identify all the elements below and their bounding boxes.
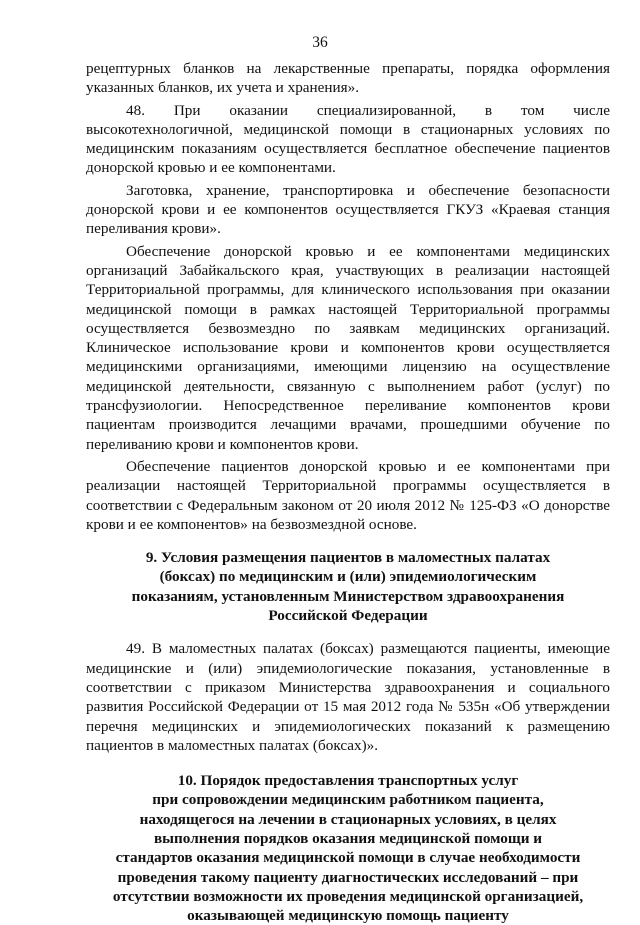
section-10-heading-line: отсутствии возможности их проведения медицинской организацией,: [112, 887, 584, 905]
section-10-heading-line: при сопровождении медицинским работником пациента,: [152, 791, 544, 809]
section-9-heading-line: показаниям, установленным Министерством здравоохранения: [131, 587, 565, 605]
section-10-heading: [86, 771, 610, 925]
section-10-heading-line: оказывающей медицинскую помощь пациенту: [187, 907, 509, 925]
section-10-heading-line: 10. Порядок предоставления транспортных услуг: [177, 772, 519, 790]
section-9-heading: [86, 548, 610, 625]
paragraph-blood-provision: Обеспечение пациентов донорской кровью и ее компонентами при реализации настоящей Территориальной программы осуществляется в соответствии с Федеральным законом от 20 июля 2012 № 125-ФЗ «О донорстве крови и ее компонентов» на безвозмездной основе.: [86, 457, 610, 533]
section-10-heading-line: выполнения порядков оказания медицинской помощи и: [153, 829, 543, 847]
section-9-heading-line: (боксах) по медицинским и (или) эпидемиологическим: [159, 568, 537, 586]
page-number: 36: [312, 34, 328, 51]
section-10-heading-line: находящегося на лечении в стационарных условиях, в целях: [139, 810, 557, 828]
paragraph-49: 49. В маломестных палатах (боксах) размещаются пациенты, имеющие медицинские и (или) эпидемиологические показания, установленные в соответствии с приказом Министерства здравоохранения и социального развития Российской Федерации от 15 мая 2012 года № 535н «Об утверждении перечня медицинских и эпидемиологических показаний к размещению пациентов в маломестных палатах (боксах)».: [86, 640, 610, 754]
section-9-heading-line: 9. Условия размещения пациентов в маломестных палатах: [145, 549, 551, 567]
section-10-heading-line: проведения такому пациенту диагностических исследований – при: [117, 868, 579, 886]
paragraph-continuation: рецептурных бланков на лекарственные препараты, порядка оформления указанных бланков, их учета и хранения».: [86, 60, 610, 97]
document-body: [86, 59, 610, 925]
section-9-heading-line: Российской Федерации: [268, 607, 428, 625]
paragraph-blood-supply: Обеспечение донорской кровью и ее компонентами медицинских организаций Забайкальского края, участвующих в реализации настоящей Территориальной программы, для клинического использования при оказании медицинской помощи в рамках настоящей Территориальной программы осуществляется безвозмездно по заявкам медицинских организаций. Клиническое использование крови и компонентов крови осуществляется медицинскими организациями, имеющими лицензию на осуществление медицинской деятельности, связанную с выполнением работ (услуг) по трансфузиологии. Непосредственное переливание компонентов крови пациентам производится лечащими врачами, прошедшими обучение по переливанию крови и компонентов крови.: [86, 242, 610, 453]
section-10-heading-line: стандартов оказания медицинской помощи в случае необходимости: [115, 849, 581, 867]
paragraph-48: 48. При оказании специализированной, в том числе высокотехнологичной, медицинской помощи в стационарных условиях по медицинским показаниям осуществляется бесплатное обеспечение пациентов донорской кровью и ее компонентами.: [86, 101, 610, 177]
paragraph-blood-procurement: Заготовка, хранение, транспортировка и обеспечение безопасности донорской крови и ее компонентов осуществляется ГКУЗ «Краевая станция переливания крови».: [86, 181, 610, 238]
